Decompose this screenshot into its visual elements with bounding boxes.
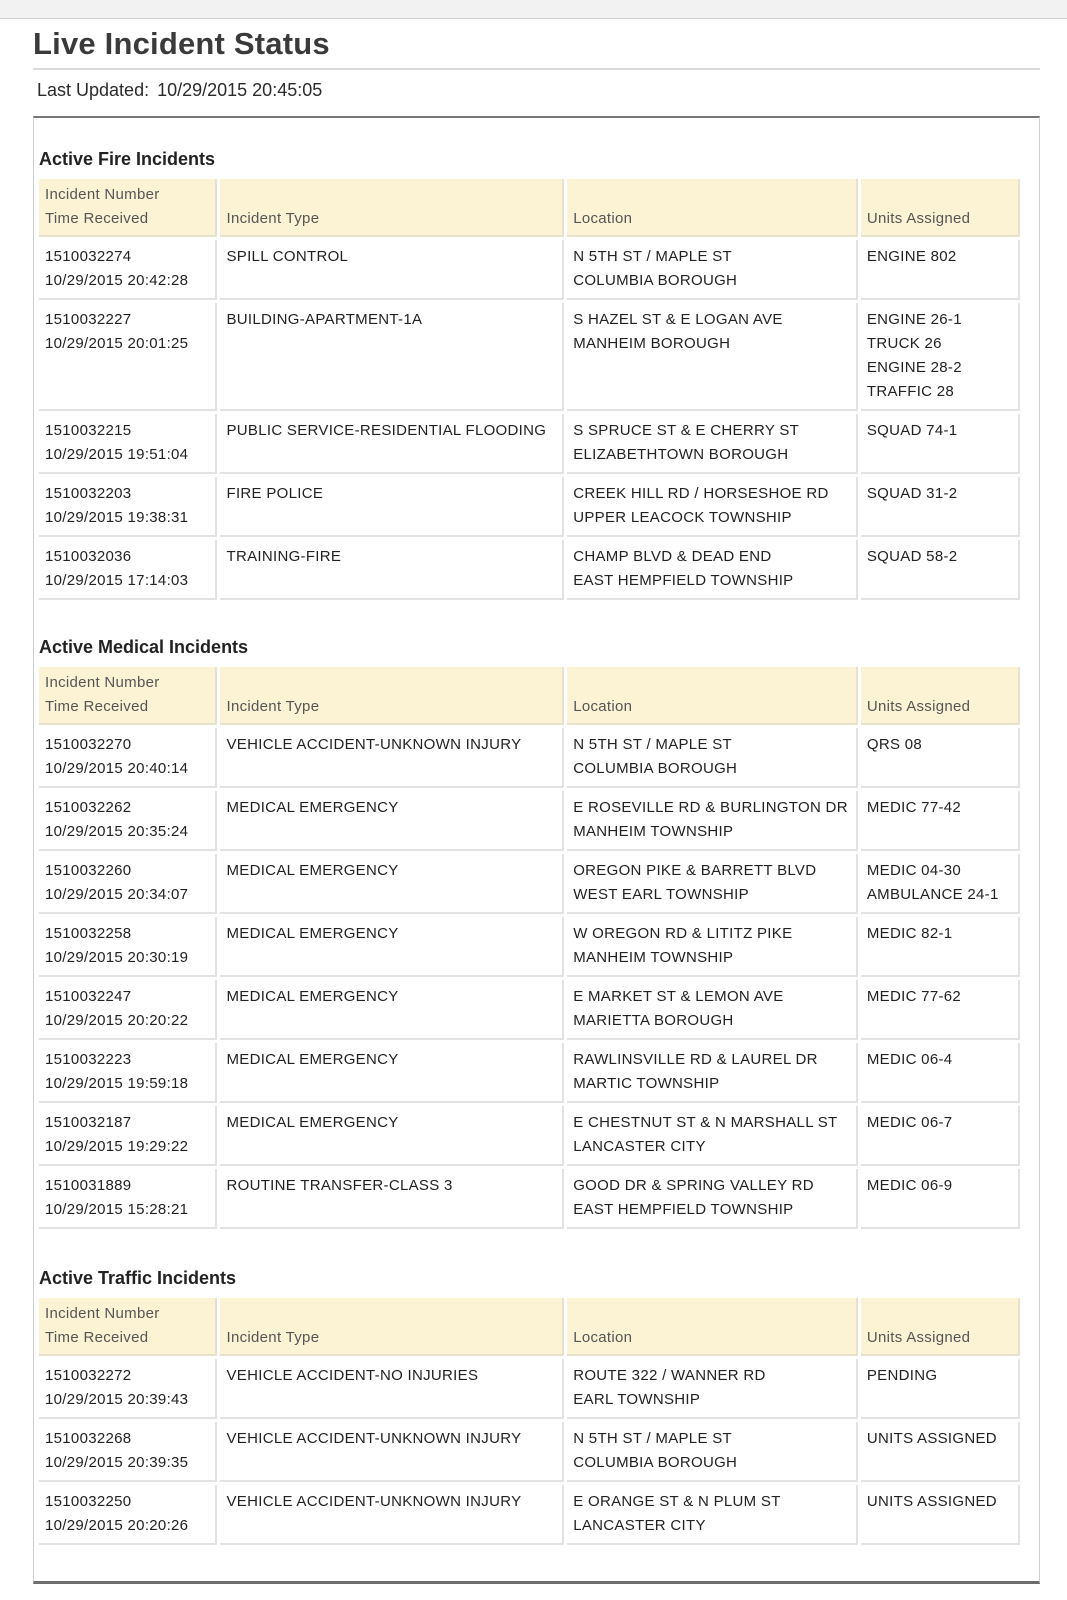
- col-header-location: [567, 667, 858, 725]
- incident-number: 1510032268: [45, 1430, 132, 1447]
- location-line: MANHEIM TOWNSHIP: [573, 949, 734, 966]
- table-header-row: [39, 667, 1020, 725]
- cell-location: [567, 728, 858, 788]
- col-header-location-label: Location: [573, 210, 633, 227]
- location-line: N 5TH ST / MAPLE ST: [573, 1430, 732, 1447]
- cell-incident-type: [220, 854, 564, 914]
- cell-number-time: [39, 728, 217, 788]
- col-header-incident-number: Incident Number: [45, 186, 160, 203]
- col-header-incident-type-label: Incident Type: [226, 698, 320, 715]
- unit-assigned: UNITS ASSIGNED: [866, 1493, 997, 1510]
- cell-incident-type: [220, 540, 564, 600]
- unit-assigned: TRAFFIC 28: [866, 383, 955, 400]
- page-title: Live Incident Status: [33, 26, 330, 61]
- last-updated-label: Last Updated:: [37, 80, 150, 100]
- incident-type: MEDICAL EMERGENCY: [226, 988, 399, 1005]
- incident-number: 1510032223: [45, 1051, 132, 1068]
- unit-assigned: AMBULANCE 24-1: [866, 886, 999, 903]
- location-line: MARTIC TOWNSHIP: [573, 1075, 720, 1092]
- incident-type: MEDICAL EMERGENCY: [226, 1114, 399, 1131]
- cell-units-assigned: [861, 1422, 1020, 1482]
- cell-units-assigned: [861, 1359, 1020, 1419]
- location-line: LANCASTER CITY: [573, 1138, 706, 1155]
- time-received: 10/29/2015 20:40:14: [45, 760, 189, 777]
- col-header-number-time: [39, 667, 217, 725]
- cell-incident-type: [220, 240, 564, 300]
- incidents-table: [36, 176, 1023, 603]
- section-title: Active Medical Incidents: [39, 637, 249, 657]
- location-line: COLUMBIA BOROUGH: [573, 272, 738, 289]
- incident-type: BUILDING-APARTMENT-1A: [226, 311, 423, 328]
- incident-type: VEHICLE ACCIDENT-UNKNOWN INJURY: [226, 1493, 522, 1510]
- location-line: E ROSEVILLE RD & BURLINGTON DR: [573, 799, 848, 816]
- cell-location: [567, 854, 858, 914]
- cell-incident-type: [220, 728, 564, 788]
- cell-number-time: [39, 540, 217, 600]
- col-header-units-assigned: [861, 179, 1020, 237]
- location-line: WEST EARL TOWNSHIP: [573, 886, 749, 903]
- unit-assigned: MEDIC 04-30: [866, 862, 962, 879]
- cell-number-time: [39, 1422, 217, 1482]
- unit-assigned: MEDIC 82-1: [866, 925, 953, 942]
- table-row: [39, 1043, 1020, 1103]
- incident-type: MEDICAL EMERGENCY: [226, 799, 399, 816]
- location-line: E CHESTNUT ST & N MARSHALL ST: [573, 1114, 838, 1131]
- traffic-incidents-section: [39, 1267, 1020, 1548]
- location-line: N 5TH ST / MAPLE ST: [573, 736, 732, 753]
- cell-location: [567, 540, 858, 600]
- cell-number-time: [39, 917, 217, 977]
- table-row: [39, 791, 1020, 851]
- col-header-incident-type-label: Incident Type: [226, 1329, 320, 1346]
- cell-location: [567, 980, 858, 1040]
- col-header-units-assigned-label: Units Assigned: [866, 698, 971, 715]
- cell-units-assigned: [861, 791, 1020, 851]
- incident-number: 1510032247: [45, 988, 132, 1005]
- cell-location: [567, 1169, 858, 1229]
- table-row: [39, 1485, 1020, 1545]
- table-row: [39, 1422, 1020, 1482]
- col-header-incident-number: Incident Number: [45, 1305, 160, 1322]
- time-received: 10/29/2015 20:20:22: [45, 1012, 189, 1029]
- col-header-location: [567, 1298, 858, 1356]
- cell-units-assigned: [861, 854, 1020, 914]
- cell-number-time: [39, 1169, 217, 1229]
- incident-number: 1510032227: [45, 311, 132, 328]
- col-header-incident-type: [220, 1298, 564, 1356]
- incident-type: MEDICAL EMERGENCY: [226, 925, 399, 942]
- unit-assigned: ENGINE 26-1: [866, 311, 962, 328]
- unit-assigned: PENDING: [866, 1367, 938, 1384]
- table-row: [39, 917, 1020, 977]
- time-received: 10/29/2015 20:39:43: [45, 1391, 189, 1408]
- incident-type: VEHICLE ACCIDENT-UNKNOWN INJURY: [226, 736, 522, 753]
- location-line: EAST HEMPFIELD TOWNSHIP: [573, 1201, 794, 1218]
- location-line: MANHEIM BOROUGH: [573, 335, 731, 352]
- unit-assigned: MEDIC 77-42: [866, 799, 962, 816]
- cell-number-time: [39, 854, 217, 914]
- time-received: 10/29/2015 20:42:28: [45, 272, 189, 289]
- incident-number: 1510032215: [45, 422, 132, 439]
- unit-assigned: MEDIC 06-7: [866, 1114, 953, 1131]
- cell-location: [567, 303, 858, 411]
- table-row: [39, 240, 1020, 300]
- incident-number: 1510032272: [45, 1367, 132, 1384]
- time-received: 10/29/2015 19:29:22: [45, 1138, 189, 1155]
- location-line: CHAMP BLVD & DEAD END: [573, 548, 772, 565]
- browser-top-bar: [0, 0, 1067, 19]
- cell-units-assigned: [861, 477, 1020, 537]
- time-received: 10/29/2015 19:38:31: [45, 509, 189, 526]
- cell-number-time: [39, 1043, 217, 1103]
- medical-incidents-section: [39, 636, 1020, 1232]
- location-line: RAWLINSVILLE RD & LAUREL DR: [573, 1051, 818, 1068]
- cell-location: [567, 477, 858, 537]
- col-header-number-time: [39, 1298, 217, 1356]
- cell-units-assigned: [861, 414, 1020, 474]
- table-row: [39, 1106, 1020, 1166]
- fire-incidents-section: [39, 148, 1020, 603]
- incident-number: 1510032187: [45, 1114, 132, 1131]
- col-header-number-time: [39, 179, 217, 237]
- col-header-incident-type: [220, 667, 564, 725]
- col-header-location-label: Location: [573, 1329, 633, 1346]
- location-line: S HAZEL ST & E LOGAN AVE: [573, 311, 783, 328]
- table-row: [39, 854, 1020, 914]
- incident-type: MEDICAL EMERGENCY: [226, 1051, 399, 1068]
- location-line: W OREGON RD & LITITZ PIKE: [573, 925, 793, 942]
- col-header-incident-type: [220, 179, 564, 237]
- cell-incident-type: [220, 477, 564, 537]
- col-header-time-received: Time Received: [45, 698, 149, 715]
- location-line: CREEK HILL RD / HORSESHOE RD: [573, 485, 829, 502]
- cell-number-time: [39, 414, 217, 474]
- location-line: S SPRUCE ST & E CHERRY ST: [573, 422, 800, 439]
- col-header-incident-number: Incident Number: [45, 674, 160, 691]
- location-line: OREGON PIKE & BARRETT BLVD: [573, 862, 817, 879]
- cell-incident-type: [220, 1485, 564, 1545]
- location-line: GOOD DR & SPRING VALLEY RD: [573, 1177, 814, 1194]
- time-received: 10/29/2015 20:30:19: [45, 949, 189, 966]
- cell-units-assigned: [861, 1043, 1020, 1103]
- location-line: COLUMBIA BOROUGH: [573, 760, 738, 777]
- cell-location: [567, 1043, 858, 1103]
- cell-units-assigned: [861, 728, 1020, 788]
- cell-units-assigned: [861, 240, 1020, 300]
- cell-location: [567, 414, 858, 474]
- location-line: ROUTE 322 / WANNER RD: [573, 1367, 766, 1384]
- incidents-container: [33, 116, 1040, 1584]
- cell-units-assigned: [861, 1169, 1020, 1229]
- location-line: LANCASTER CITY: [573, 1517, 706, 1534]
- cell-location: [567, 1485, 858, 1545]
- cell-incident-type: [220, 791, 564, 851]
- unit-assigned: ENGINE 28-2: [866, 359, 962, 376]
- table-header-row: [39, 179, 1020, 237]
- cell-units-assigned: [861, 540, 1020, 600]
- table-row: [39, 728, 1020, 788]
- last-updated: [37, 80, 322, 101]
- cell-location: [567, 791, 858, 851]
- cell-units-assigned: [861, 1106, 1020, 1166]
- time-received: 10/29/2015 20:35:24: [45, 823, 189, 840]
- unit-assigned: MEDIC 77-62: [866, 988, 962, 1005]
- cell-number-time: [39, 477, 217, 537]
- cell-number-time: [39, 980, 217, 1040]
- cell-incident-type: [220, 1043, 564, 1103]
- location-line: MANHEIM TOWNSHIP: [573, 823, 734, 840]
- time-received: 10/29/2015 20:39:35: [45, 1454, 189, 1471]
- incident-number: 1510032262: [45, 799, 132, 816]
- cell-incident-type: [220, 303, 564, 411]
- unit-assigned: MEDIC 06-9: [866, 1177, 953, 1194]
- table-row: [39, 540, 1020, 600]
- cell-location: [567, 1422, 858, 1482]
- cell-location: [567, 240, 858, 300]
- incident-type: FIRE POLICE: [226, 485, 324, 502]
- unit-assigned: MEDIC 06-4: [866, 1051, 953, 1068]
- incidents-table: [36, 664, 1023, 1232]
- cell-units-assigned: [861, 917, 1020, 977]
- section-title: Active Traffic Incidents: [39, 1268, 237, 1288]
- incidents-table: [36, 1295, 1023, 1548]
- cell-number-time: [39, 1359, 217, 1419]
- incident-number: 1510032203: [45, 485, 132, 502]
- cell-number-time: [39, 791, 217, 851]
- incident-number: 1510032270: [45, 736, 132, 753]
- col-header-time-received: Time Received: [45, 210, 149, 227]
- table-row: [39, 1169, 1020, 1229]
- cell-incident-type: [220, 980, 564, 1040]
- col-header-location-label: Location: [573, 698, 633, 715]
- cell-incident-type: [220, 917, 564, 977]
- cell-location: [567, 1359, 858, 1419]
- incident-number: 1510032036: [45, 548, 132, 565]
- cell-incident-type: [220, 1169, 564, 1229]
- time-received: 10/29/2015 20:01:25: [45, 335, 189, 352]
- cell-incident-type: [220, 414, 564, 474]
- location-line: N 5TH ST / MAPLE ST: [573, 248, 732, 265]
- table-row: [39, 303, 1020, 411]
- cell-units-assigned: [861, 980, 1020, 1040]
- last-updated-value: 10/29/2015 20:45:05: [157, 80, 323, 100]
- cell-incident-type: [220, 1422, 564, 1482]
- time-received: 10/29/2015 17:14:03: [45, 572, 189, 589]
- location-line: E MARKET ST & LEMON AVE: [573, 988, 784, 1005]
- incident-type: ROUTINE TRANSFER-CLASS 3: [226, 1177, 453, 1194]
- time-received: 10/29/2015 20:34:07: [45, 886, 189, 903]
- incident-type: MEDICAL EMERGENCY: [226, 862, 399, 879]
- unit-assigned: SQUAD 31-2: [866, 485, 958, 502]
- col-header-location: [567, 179, 858, 237]
- location-line: COLUMBIA BOROUGH: [573, 1454, 738, 1471]
- location-line: EAST HEMPFIELD TOWNSHIP: [573, 572, 794, 589]
- col-header-units-assigned-label: Units Assigned: [866, 1329, 971, 1346]
- col-header-time-received: Time Received: [45, 1329, 149, 1346]
- cell-incident-type: [220, 1106, 564, 1166]
- incident-type: SPILL CONTROL: [226, 248, 349, 265]
- unit-assigned: QRS 08: [866, 736, 923, 753]
- col-header-units-assigned-label: Units Assigned: [866, 210, 971, 227]
- unit-assigned: UNITS ASSIGNED: [866, 1430, 997, 1447]
- location-line: E ORANGE ST & N PLUM ST: [573, 1493, 781, 1510]
- table-row: [39, 1359, 1020, 1419]
- table-header-row: [39, 1298, 1020, 1356]
- incident-number: 1510032260: [45, 862, 132, 879]
- incident-number: 1510032258: [45, 925, 132, 942]
- cell-number-time: [39, 1106, 217, 1166]
- incident-type: PUBLIC SERVICE-RESIDENTIAL FLOODING: [226, 422, 547, 439]
- incident-number: 1510032274: [45, 248, 132, 265]
- cell-units-assigned: [861, 303, 1020, 411]
- cell-number-time: [39, 240, 217, 300]
- section-title: Active Fire Incidents: [39, 149, 216, 169]
- location-line: UPPER LEACOCK TOWNSHIP: [573, 509, 792, 526]
- incident-number: 1510031889: [45, 1177, 132, 1194]
- incident-type: VEHICLE ACCIDENT-UNKNOWN INJURY: [226, 1430, 522, 1447]
- table-row: [39, 477, 1020, 537]
- time-received: 10/29/2015 20:20:26: [45, 1517, 189, 1534]
- table-row: [39, 980, 1020, 1040]
- unit-assigned: ENGINE 802: [866, 248, 957, 265]
- col-header-units-assigned: [861, 667, 1020, 725]
- location-line: MARIETTA BOROUGH: [573, 1012, 734, 1029]
- incident-type: TRAINING-FIRE: [226, 548, 342, 565]
- col-header-incident-type-label: Incident Type: [226, 210, 320, 227]
- cell-location: [567, 1106, 858, 1166]
- location-line: ELIZABETHTOWN BOROUGH: [573, 446, 789, 463]
- cell-incident-type: [220, 1359, 564, 1419]
- cell-number-time: [39, 1485, 217, 1545]
- time-received: 10/29/2015 19:59:18: [45, 1075, 189, 1092]
- location-line: EARL TOWNSHIP: [573, 1391, 701, 1408]
- unit-assigned: SQUAD 58-2: [866, 548, 958, 565]
- title-divider: [33, 68, 1040, 70]
- cell-number-time: [39, 303, 217, 411]
- time-received: 10/29/2015 15:28:21: [45, 1201, 189, 1218]
- cell-units-assigned: [861, 1485, 1020, 1545]
- unit-assigned: SQUAD 74-1: [866, 422, 958, 439]
- col-header-units-assigned: [861, 1298, 1020, 1356]
- unit-assigned: TRUCK 26: [866, 335, 942, 352]
- table-row: [39, 414, 1020, 474]
- cell-location: [567, 917, 858, 977]
- incident-number: 1510032250: [45, 1493, 132, 1510]
- incident-type: VEHICLE ACCIDENT-NO INJURIES: [226, 1367, 479, 1384]
- time-received: 10/29/2015 19:51:04: [45, 446, 189, 463]
